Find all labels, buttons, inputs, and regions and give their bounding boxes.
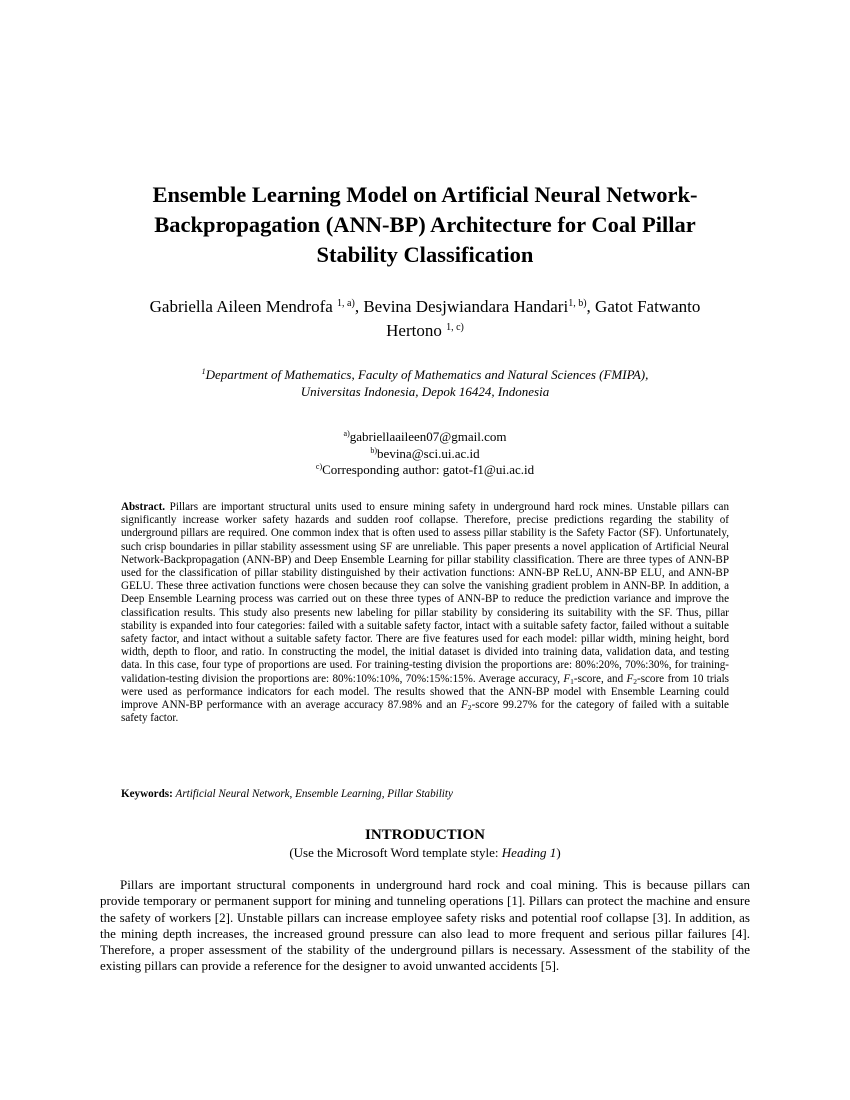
f-subscript: 1: [570, 676, 574, 686]
affiliation-line: Department of Mathematics, Faculty of Mathematics and Natural Sciences (FMIPA),: [205, 367, 649, 382]
paper-title: [100, 180, 750, 270]
email-mark: a): [343, 429, 350, 438]
section-heading: INTRODUCTION: [364, 827, 485, 843]
affiliation-line: Universitas Indonesia, Depok 16424, Indonesia: [300, 384, 550, 399]
author-line: Gabriella Aileen Mendrofa $^{1, a)}$, Bevina Desjwiandara Handari$^{1, b)}$, Gatot Fatwanto: [149, 297, 701, 316]
f-symbol: F: [461, 699, 468, 712]
abstract-text: -score, and: [573, 672, 627, 685]
email-address: bevina@sci.ui.ac.id: [377, 445, 480, 461]
title-line: Backpropagation (ANN-BP) Architecture for Coal Pillar: [154, 212, 696, 237]
email-mark: c): [315, 462, 323, 471]
affiliation-mark: 1: [201, 367, 206, 376]
f-subscript: 2: [633, 676, 637, 686]
section-heading-note: (Use the Microsoft Word template style: Heading 1): [289, 845, 561, 860]
author-line: [90, 319, 760, 343]
author-affil-mark: 1, a): [337, 298, 355, 309]
title-line: Stability Classification: [316, 242, 534, 267]
intro-paragraph: Pillars are important structural components in underground hard rock and coal mining. This is because pillars can provide temporary or permanent support for mining and tunneling operations [1]. Pillars can protect the machine and ensure the safety of workers [2]. Unstable pillars can increase employee safety risks and potential roof collapse [3]. In addition, as the mining depth increases, the increased ground pressure can also lead to more frequent and serious pillar failures [4]. Therefore, a proper assessment of the stability of the underground pillars is necessary. Assessment of the stability of the existing pillars can provide a reference for the designer to avoid unwanted accidents [5].: [100, 877, 750, 974]
abstract-label: Abstract.: [121, 501, 166, 513]
author-affil-mark: 1, c): [446, 322, 464, 333]
author-name: Bevina Desjwiandara Handari: [363, 297, 569, 316]
email-list: [100, 429, 750, 479]
abstract: [121, 501, 729, 725]
affiliation: [100, 366, 750, 400]
author-list: [90, 295, 760, 343]
email-address: gabriellaaileen07@gmail.com: [349, 429, 507, 444]
f-subscript: 2: [467, 703, 472, 713]
author-affil-mark: 1, b): [568, 298, 587, 309]
email-address: Corresponding author: gatot-f1@ui.ac.id: [322, 462, 535, 477]
author-name-part: Gatot Fatwanto: [595, 297, 701, 316]
abstract-text: Pillars are important structural units used to ensure mining safety in underground hard rock mines. Unstable pillars can significantly increase worker safety hazards and sudden roof collapse. Therefore, precise predictions regarding the stability of underground pillars are required. One common index that is often used to assess pillar stability is the Safety Factor (SF). Unfortunately, such crisp boundaries in pillar stability assessment using SF are unreliable. This paper presents a novel application of Artificial Neural Network-Backpropagation (ANN-BP) and Deep Ensemble Learning for pillar stability classification. There are three types of ANN-BP used for the classification of pillar stability distinguished by their activation functions: ANN-BP ReLU, ANN-BP ELU, and ANN-BP GELU. These three activation functions were chosen because they can solve the vanishing gradient problem in ANN-BP. In addition, a Deep Ensemble Learning process was carried out on these three types of ANN-BP to reduce the prediction variance and improve the classification results. This study also presents new labeling for pillar stability by considering its suitability with the SF. Thus, pillar stability is expanded into four categories: failed with a suitable safety factor, intact with a suitable safety factor, failed without a suitable safety factor, and intact without a suitable safety factor. There are five features used for each model: pillar width, mining height, bord width, depth to floor, and ratio. In constructing the model, the initial dataset is divided into training data, validation data, and testing data. In this case, four type of proportions are used. For training-testing division the proportions are: 80%:20%, 70%:30%, for training-validation-testing division the proportions are: 80%:10%:10%, 70%:15%:15%. Average accuracy,: [121, 501, 729, 685]
author-name-part: Hertono: [386, 321, 442, 340]
abstract-text: -score from 10 trials were used as performance indicators for each model. The results showed that the ANN-BP model with Ensemble Learning could improve ANN-BP performance with an average accuracy 87.98% and an: [121, 672, 729, 712]
email-mark: b): [370, 445, 378, 455]
author-name: Gabriella Aileen Mendrofa: [149, 297, 333, 316]
title-line: Ensemble Learning Model on Artificial Neural Network-: [152, 182, 698, 207]
keywords-label: Keywords:: [121, 788, 173, 800]
f-symbol: F: [626, 672, 634, 685]
abstract-text: -score 99.27% for the category of failed with a suitable safety factor.: [121, 699, 729, 725]
keywords-text: Artificial Neural Network, Ensemble Learning, Pillar Stability: [175, 788, 453, 800]
keywords: [121, 787, 729, 801]
f-symbol: F: [563, 672, 571, 685]
